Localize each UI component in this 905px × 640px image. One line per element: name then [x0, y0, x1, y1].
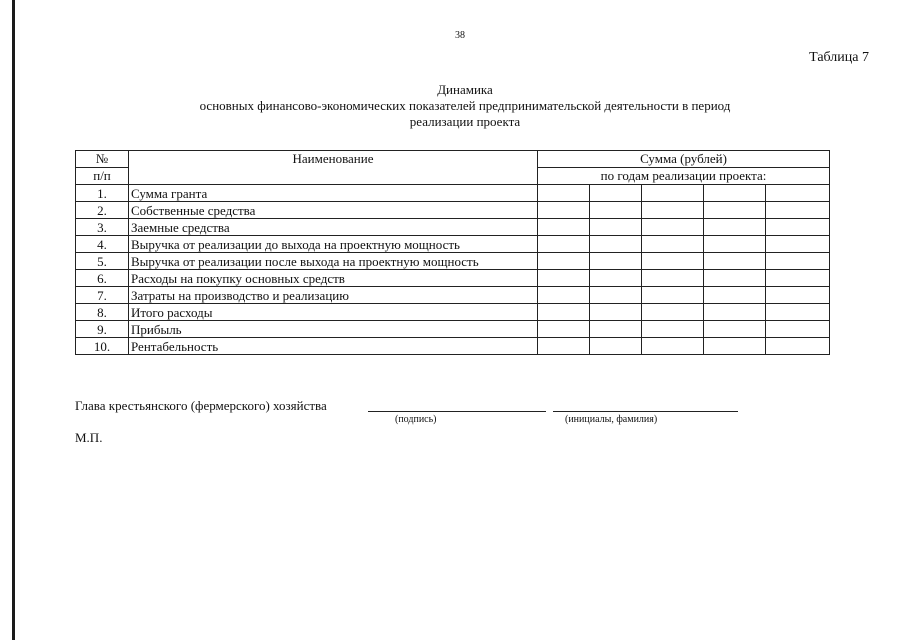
- signature-label: Глава крестьянского (фермерского) хозяйства: [75, 398, 327, 413]
- year-value-cell: [766, 236, 830, 253]
- header-sum-sub: по годам реализации проекта:: [538, 168, 830, 185]
- table-header-row: [76, 151, 830, 168]
- row-number: 3.: [76, 219, 129, 236]
- row-number: 7.: [76, 287, 129, 304]
- table-row: [76, 304, 830, 321]
- year-value-cell: [642, 321, 704, 338]
- indicators-table: [75, 150, 830, 355]
- year-value-cell: [590, 321, 642, 338]
- year-value-cell: [704, 236, 766, 253]
- year-value-cell: [590, 219, 642, 236]
- year-value-cell: [642, 338, 704, 355]
- year-value-cell: [766, 185, 830, 202]
- year-value-cell: [538, 304, 590, 321]
- year-value-cell: [704, 202, 766, 219]
- row-number: 5.: [76, 253, 129, 270]
- row-number: 8.: [76, 304, 129, 321]
- signature-hint: (подпись): [395, 414, 437, 425]
- row-number: 4.: [76, 236, 129, 253]
- row-name: Итого расходы: [129, 304, 538, 321]
- year-value-cell: [590, 338, 642, 355]
- year-value-cell: [704, 321, 766, 338]
- year-value-cell: [704, 185, 766, 202]
- title-line-3: реализации проекта: [409, 114, 521, 129]
- year-value-cell: [766, 202, 830, 219]
- header-name: Наименование: [129, 151, 538, 185]
- page-edge-bar: [12, 0, 15, 640]
- year-value-cell: [704, 219, 766, 236]
- year-value-cell: [590, 253, 642, 270]
- row-name: Заемные средства: [129, 219, 538, 236]
- year-value-cell: [538, 236, 590, 253]
- year-value-cell: [642, 236, 704, 253]
- table-row: [76, 321, 830, 338]
- year-value-cell: [642, 219, 704, 236]
- year-value-cell: [766, 253, 830, 270]
- row-number: 2.: [76, 202, 129, 219]
- header-num-top: №: [76, 151, 129, 168]
- document-title: [130, 82, 800, 130]
- year-value-cell: [590, 270, 642, 287]
- year-value-cell: [642, 202, 704, 219]
- row-name: Рентабельность: [129, 338, 538, 355]
- name-blank: [553, 411, 738, 412]
- row-name: Собственные средства: [129, 202, 538, 219]
- row-name: Расходы на покупку основных средств: [129, 270, 538, 287]
- table-row: [76, 270, 830, 287]
- year-value-cell: [538, 270, 590, 287]
- row-name: Сумма гранта: [129, 185, 538, 202]
- year-value-cell: [538, 338, 590, 355]
- year-value-cell: [538, 253, 590, 270]
- table-row: [76, 338, 830, 355]
- title-line-1: Динамика: [437, 82, 493, 97]
- year-value-cell: [590, 304, 642, 321]
- year-value-cell: [704, 304, 766, 321]
- table-row: [76, 185, 830, 202]
- year-value-cell: [538, 185, 590, 202]
- table-caption: Таблица 7: [809, 50, 869, 65]
- year-value-cell: [642, 287, 704, 304]
- year-value-cell: [766, 270, 830, 287]
- header-num-bottom: п/п: [76, 168, 129, 185]
- year-value-cell: [538, 287, 590, 304]
- year-value-cell: [642, 270, 704, 287]
- name-hint: (инициалы, фамилия): [565, 414, 658, 425]
- year-value-cell: [704, 253, 766, 270]
- row-name: Затраты на производство и реализацию: [129, 287, 538, 304]
- year-value-cell: [704, 287, 766, 304]
- table-row: [76, 253, 830, 270]
- table-row: [76, 219, 830, 236]
- row-number: 1.: [76, 185, 129, 202]
- year-value-cell: [590, 287, 642, 304]
- year-value-cell: [704, 270, 766, 287]
- year-value-cell: [538, 321, 590, 338]
- row-name: Выручка от реализации до выхода на проектную мощность: [129, 236, 538, 253]
- year-value-cell: [538, 202, 590, 219]
- row-number: 9.: [76, 321, 129, 338]
- year-value-cell: [590, 185, 642, 202]
- year-value-cell: [766, 321, 830, 338]
- table-row: [76, 287, 830, 304]
- year-value-cell: [590, 236, 642, 253]
- year-value-cell: [642, 304, 704, 321]
- page-number: 38: [455, 30, 465, 41]
- year-value-cell: [538, 219, 590, 236]
- year-value-cell: [766, 219, 830, 236]
- title-line-2: основных финансово-экономических показателей предпринимательской деятельности в период: [199, 98, 731, 113]
- table-row: [76, 202, 830, 219]
- header-sum: Сумма (рублей): [538, 151, 830, 168]
- stamp-label: М.П.: [75, 430, 103, 445]
- row-number: 6.: [76, 270, 129, 287]
- row-name: Прибыль: [129, 321, 538, 338]
- signature-blank: [368, 411, 546, 412]
- year-value-cell: [766, 287, 830, 304]
- row-number: 10.: [76, 338, 129, 355]
- year-value-cell: [704, 338, 766, 355]
- year-value-cell: [766, 338, 830, 355]
- year-value-cell: [642, 253, 704, 270]
- row-name: Выручка от реализации после выхода на проектную мощность: [129, 253, 538, 270]
- year-value-cell: [766, 304, 830, 321]
- table-row: [76, 236, 830, 253]
- year-value-cell: [642, 185, 704, 202]
- year-value-cell: [590, 202, 642, 219]
